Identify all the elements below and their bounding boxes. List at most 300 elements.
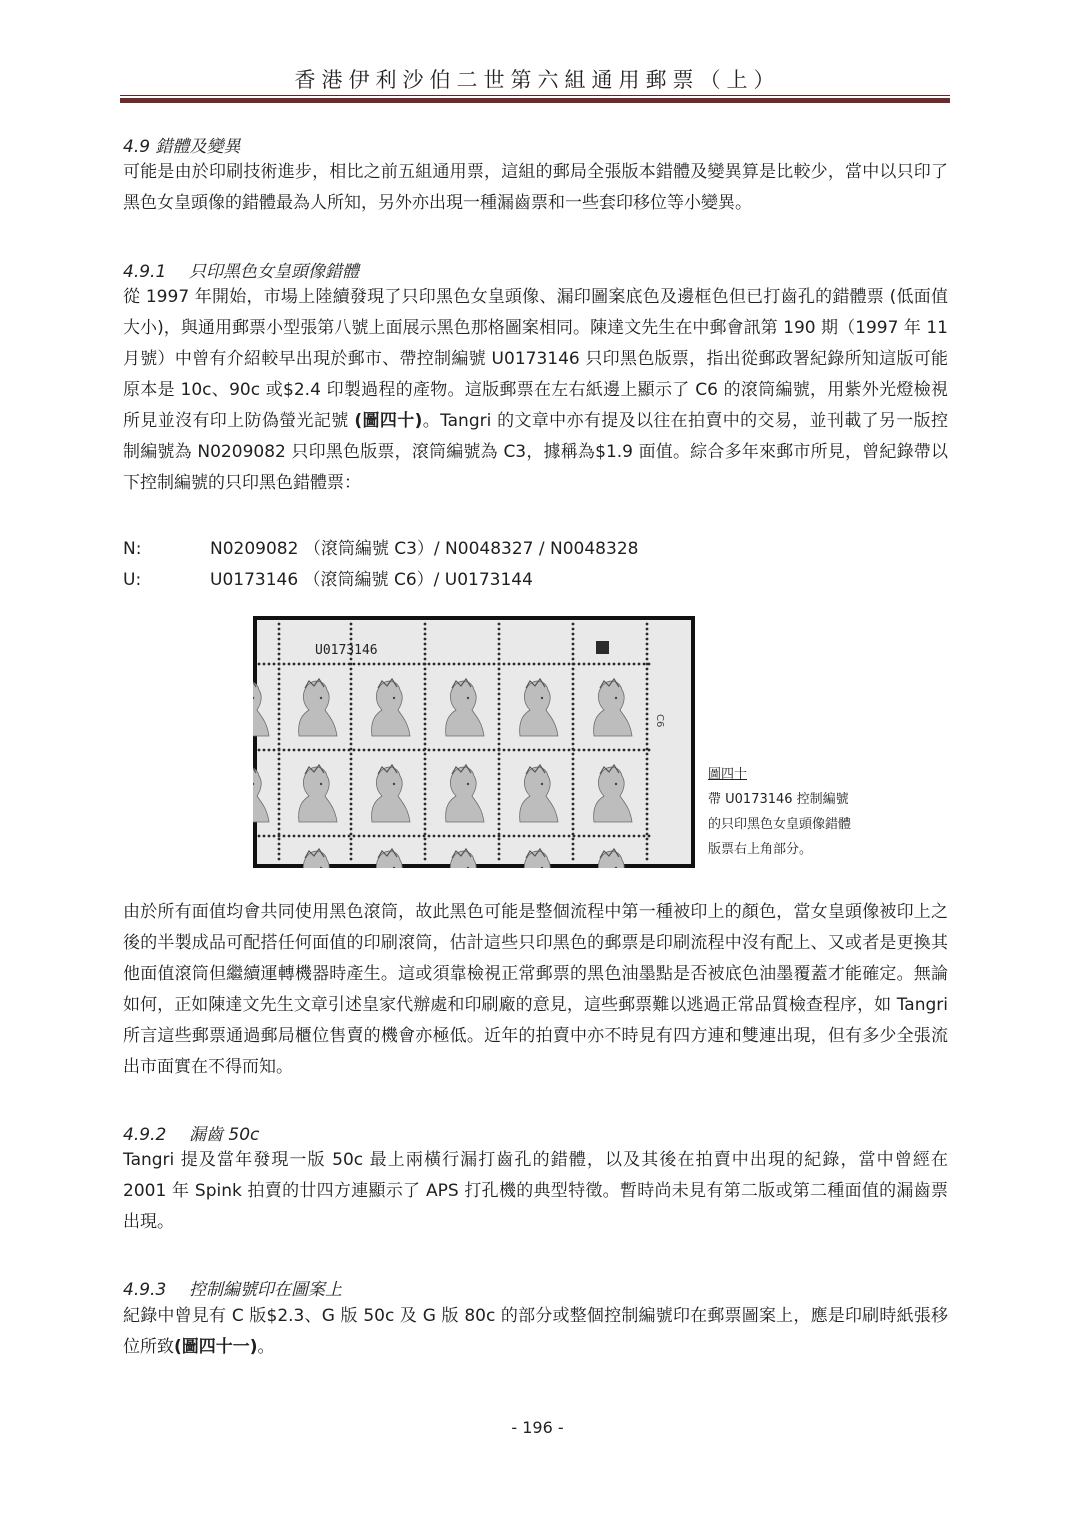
perforation-dot — [424, 838, 427, 841]
perforation-dot — [646, 703, 649, 706]
perforation-dot — [498, 743, 501, 746]
perforation-dot — [583, 835, 586, 838]
perforation-dot — [413, 749, 416, 752]
perforation-dot — [498, 623, 501, 626]
perforation-dot — [646, 758, 649, 761]
perforation-dot — [572, 778, 575, 781]
perforation-dot — [572, 633, 575, 636]
perforation-dot — [572, 698, 575, 701]
perforation-dot — [572, 763, 575, 766]
figure-reference-41: (圖四十一) — [174, 1337, 258, 1357]
perforation-dot — [646, 653, 649, 656]
perforation-dot — [424, 793, 427, 796]
page-number: - 196 - — [511, 1418, 564, 1437]
perforation-dot — [572, 678, 575, 681]
perforation-dot — [298, 749, 301, 752]
perforation-dot — [350, 818, 353, 821]
perforation-dot — [448, 749, 451, 752]
perforation-dot — [408, 663, 411, 666]
section-4-9-3-paragraph — [123, 1301, 948, 1363]
perforation-dot — [278, 848, 281, 851]
perforation-dot — [278, 813, 281, 816]
perforation-dot — [598, 663, 601, 666]
perforation-dot — [424, 658, 427, 661]
perforation-dot — [493, 835, 496, 838]
perforation-dot — [408, 749, 411, 752]
perforation-dot — [278, 828, 281, 831]
perforation-dot — [278, 638, 281, 641]
perforation-dot — [350, 678, 353, 681]
perforation-dot — [424, 853, 427, 856]
perforation-dot — [313, 749, 316, 752]
perforation-dot — [646, 818, 649, 821]
perforation-dot — [572, 688, 575, 691]
perforation-dot — [633, 663, 636, 666]
perforation-dot — [498, 738, 501, 741]
perforation-dot — [488, 749, 491, 752]
perforation-dot — [393, 835, 396, 838]
perforation-dot — [278, 763, 281, 766]
perforation-dot — [498, 823, 501, 826]
perforation-dot — [572, 798, 575, 801]
perforation-dot — [278, 743, 281, 746]
perforation-dot — [603, 835, 606, 838]
perforation-dot — [646, 733, 649, 736]
perforation-dot — [458, 835, 461, 838]
perforation-dot — [638, 663, 641, 666]
perforation-dot — [498, 688, 501, 691]
perforation-dot — [278, 663, 281, 666]
perforation-dot — [572, 623, 575, 626]
perforation-dot — [618, 835, 621, 838]
perforation-dot — [278, 753, 281, 756]
perforation-dot — [593, 835, 596, 838]
perforation-dot — [424, 688, 427, 691]
perforation-dot — [350, 823, 353, 826]
perforation-dot — [633, 835, 636, 838]
perforation-dot — [350, 773, 353, 776]
perforation-dot — [383, 835, 386, 838]
perforation-dot — [383, 663, 386, 666]
perforation-dot — [623, 835, 626, 838]
perforation-dot — [278, 843, 281, 846]
perforation-dot — [463, 835, 466, 838]
section-number: 4.9.1 — [123, 262, 167, 282]
paragraph-text-b: 。 — [257, 1337, 275, 1357]
perforation-dot — [568, 835, 571, 838]
perforation-dot — [608, 835, 611, 838]
perforation-dot — [638, 749, 641, 752]
perforation-dot — [423, 835, 426, 838]
perforation-dot — [278, 678, 281, 681]
perforation-dot — [448, 663, 451, 666]
perforation-dot — [646, 838, 649, 841]
section-number: 4.9.3 — [123, 1280, 167, 1300]
perforation-dot — [498, 678, 501, 681]
perforation-dot — [646, 633, 649, 636]
perforation-dot — [572, 753, 575, 756]
perforation-dot — [646, 848, 649, 851]
perforation-dot — [328, 663, 331, 666]
perforation-dot — [593, 663, 596, 666]
perforation-dot — [343, 835, 346, 838]
perforation-dot — [353, 835, 356, 838]
perforation-dot — [424, 728, 427, 731]
perforation-dot — [338, 835, 341, 838]
section-4-9-paragraph: 可能是由於印刷技術進步，相比之前五組通用票，這組的郵局全張版本錯體及變異算是比較少，當中以只印了黑色女皇頭像的錯體最為人所知，另外亦出現一種漏齒票和一些套印移位等小變異。 — [123, 162, 948, 213]
perforation-dot — [572, 648, 575, 651]
perforation-dot — [423, 749, 426, 752]
perforation-dot — [646, 843, 649, 846]
perforation-dot — [424, 698, 427, 701]
perforation-dot — [608, 663, 611, 666]
perforation-dot — [498, 708, 501, 711]
perforation-dot — [278, 683, 281, 686]
section-title: 漏齒 50c — [189, 1125, 260, 1145]
perforation-dot — [493, 749, 496, 752]
perforation-dot — [518, 663, 521, 666]
perforation-dot — [572, 728, 575, 731]
perforation-dot — [424, 738, 427, 741]
perforation-dot — [424, 843, 427, 846]
paragraph-after-figure: 由於所有面值均會共同使用黑色滾筒，故此黑色可能是整個流程中第一種被印上的顏色，當女皇頭像被印上之後的半製成品可配搭任何面值的印刷滾筒，估計這些只印黑色的郵票是印刷流程中沒有配上、又或者是更換其他面值滾筒但繼續運轉機器時產生。這或須靠檢視正常郵票的黑色油墨點是否被底色油墨覆蓋才能確定。無論如何，正如陳達文先生文章引述皇家代辦處和印刷廠的意見，這些郵票難以逃過正常品質檢查程序，如 Tangri 所言這些郵票通過郵局櫃位售賣的機會亦極低。近年的拍賣中亦不時見有四方連和雙連出現，但有多少全張流出市面實在不得而知。 — [123, 902, 948, 1077]
perforation-dot — [373, 749, 376, 752]
perforation-dot — [278, 723, 281, 726]
perforation-dot — [278, 728, 281, 731]
perforation-dot — [278, 648, 281, 651]
perforation-dot — [503, 663, 506, 666]
perforation-dot — [278, 698, 281, 701]
perforation-dot — [572, 808, 575, 811]
perforation-dot — [588, 663, 591, 666]
perforation-dot — [358, 835, 361, 838]
perforation-dot — [623, 663, 626, 666]
perforation-dot — [646, 628, 649, 631]
perforation-dot — [558, 663, 561, 666]
perforation-dot — [350, 828, 353, 831]
perforation-dot — [646, 828, 649, 831]
perforation-dot — [278, 733, 281, 736]
perforation-dot — [278, 653, 281, 656]
perforation-dot — [350, 758, 353, 761]
perforation-dot — [258, 835, 261, 838]
perforation-dot — [572, 703, 575, 706]
perforation-dot — [350, 743, 353, 746]
perforation-dot — [588, 749, 591, 752]
perforation-dot — [398, 663, 401, 666]
perforation-dot — [646, 793, 649, 796]
perforation-dot — [424, 638, 427, 641]
perforation-dot — [278, 673, 281, 676]
perforation-dot — [278, 708, 281, 711]
perforation-dot — [278, 768, 281, 771]
perforation-dot — [483, 663, 486, 666]
perforation-dot — [350, 713, 353, 716]
perforation-dot — [498, 648, 501, 651]
perforation-dot — [358, 663, 361, 666]
perforation-dot — [424, 818, 427, 821]
section-heading-4-9-2 — [123, 1120, 259, 1145]
perforation-dot — [518, 749, 521, 752]
perforation-dot — [350, 708, 353, 711]
perforation-dot — [424, 718, 427, 721]
perforation-dot — [278, 808, 281, 811]
perforation-dot — [424, 743, 427, 746]
perforation-dot — [293, 663, 296, 666]
section-title: 只印黑色女皇頭像錯體 — [189, 262, 359, 282]
perforation-dot — [618, 749, 621, 752]
perforation-dot — [628, 835, 631, 838]
perforation-dot — [528, 835, 531, 838]
perforation-dot — [388, 749, 391, 752]
perforation-dot — [468, 749, 471, 752]
perforation-dot — [413, 663, 416, 666]
perforation-dot — [353, 663, 356, 666]
perforation-dot — [572, 838, 575, 841]
perforation-dot — [278, 778, 281, 781]
perforation-dot — [278, 688, 281, 691]
perforation-dot — [572, 723, 575, 726]
perforation-dot — [518, 835, 521, 838]
control-values: U0173146 （滾筒編號 C6）/ U0173144 — [210, 570, 533, 590]
perforation-dot — [613, 749, 616, 752]
perforation-dot — [568, 663, 571, 666]
perforation-dot — [623, 749, 626, 752]
perforation-dot — [283, 835, 286, 838]
perforation-dot — [424, 808, 427, 811]
perforation-dot — [572, 643, 575, 646]
perforation-dot — [648, 663, 651, 666]
perforation-dot — [646, 798, 649, 801]
perforation-dot — [572, 628, 575, 631]
perforation-dot — [278, 838, 281, 841]
perforation-dot — [498, 798, 501, 801]
perforation-dot — [646, 708, 649, 711]
perforation-dot — [308, 663, 311, 666]
perforation-dot — [273, 749, 276, 752]
perforation-dot — [572, 803, 575, 806]
perforation-dot — [498, 723, 501, 726]
perforation-dot — [603, 663, 606, 666]
header-divider-thin — [120, 95, 950, 96]
perforation-dot — [388, 835, 391, 838]
perforation-dot — [350, 703, 353, 706]
perforation-dot — [350, 813, 353, 816]
control-key: N: — [123, 539, 142, 559]
perforation-dot — [648, 749, 651, 752]
perforation-dot — [350, 793, 353, 796]
perforation-dot — [278, 623, 281, 626]
perforation-dot — [603, 749, 606, 752]
perforation-dot — [278, 835, 281, 838]
perforation-dot — [283, 663, 286, 666]
perforation-dot — [424, 798, 427, 801]
perforation-dot — [318, 663, 321, 666]
perforation-dot — [572, 858, 575, 861]
perforation-dot — [373, 663, 376, 666]
perforation-dot — [338, 749, 341, 752]
header-divider-thick — [120, 98, 950, 103]
perforation-dot — [350, 698, 353, 701]
perforation-dot — [350, 733, 353, 736]
perforation-dot — [278, 758, 281, 761]
perforation-dot — [572, 718, 575, 721]
perforation-dot — [424, 758, 427, 761]
perforation-dot — [646, 713, 649, 716]
perforation-dot — [438, 749, 441, 752]
section-title: 控制編號印在圖案上 — [189, 1280, 342, 1300]
perforation-dot — [533, 663, 536, 666]
perforation-dot — [318, 749, 321, 752]
perforation-dot — [350, 688, 353, 691]
perforation-dot — [563, 749, 566, 752]
perforation-dot — [443, 835, 446, 838]
perforation-dot — [343, 663, 346, 666]
paragraph-text-a: 紀錄中曾見有 C 版$2.3、G 版 50c 及 G 版 80c 的部分或整個控制編號印在郵票圖案上，應是印刷時紙張移位所致 — [123, 1306, 948, 1357]
perforation-dot — [572, 813, 575, 816]
perforation-dot — [498, 658, 501, 661]
perforation-dot — [646, 763, 649, 766]
perforation-dot — [350, 853, 353, 856]
perforation-dot — [348, 663, 351, 666]
perforation-dot — [533, 749, 536, 752]
perforation-dot — [646, 683, 649, 686]
perforation-dot — [498, 673, 501, 676]
perforation-dot — [278, 668, 281, 671]
perforation-dot — [498, 733, 501, 736]
control-key: U: — [123, 570, 142, 590]
perforation-dot — [513, 749, 516, 752]
perforation-dot — [263, 749, 266, 752]
perforation-dot — [646, 743, 649, 746]
perforation-dot — [578, 663, 581, 666]
perforation-dot — [458, 749, 461, 752]
perforation-dot — [572, 773, 575, 776]
perforation-dot — [572, 668, 575, 671]
perforation-dot — [328, 749, 331, 752]
perforation-dot — [424, 773, 427, 776]
perforation-dot — [263, 663, 266, 666]
perforation-dot — [572, 828, 575, 831]
perforation-dot — [498, 808, 501, 811]
perforation-dot — [350, 693, 353, 696]
perforation-dot — [350, 718, 353, 721]
perforation-dot — [646, 728, 649, 731]
perforation-dot — [424, 668, 427, 671]
perforation-dot — [258, 663, 261, 666]
perforation-dot — [498, 793, 501, 796]
perforation-dot — [424, 683, 427, 686]
perforation-dot — [350, 723, 353, 726]
perforation-dot — [418, 663, 421, 666]
perforation-dot — [498, 763, 501, 766]
perforation-dot — [424, 703, 427, 706]
perforation-dot — [363, 835, 366, 838]
perforation-dot — [513, 663, 516, 666]
figure-40-caption — [708, 762, 851, 862]
perforation-dot — [298, 663, 301, 666]
perforation-dot — [646, 783, 649, 786]
perforation-dot — [646, 853, 649, 856]
perforation-dot — [418, 749, 421, 752]
perforation-dot — [572, 823, 575, 826]
perforation-dot — [424, 813, 427, 816]
perforation-dot — [298, 835, 301, 838]
perforation-dot — [273, 663, 276, 666]
perforation-dot — [498, 749, 501, 752]
perforation-dot — [303, 663, 306, 666]
perforation-dot — [646, 658, 649, 661]
perforation-dot — [278, 749, 281, 752]
perforation-dot — [403, 663, 406, 666]
perforation-dot — [424, 653, 427, 656]
perforation-dot — [424, 783, 427, 786]
perforation-dot — [278, 853, 281, 856]
perforation-dot — [646, 678, 649, 681]
control-number-row-u — [123, 565, 533, 590]
perforation-dot — [293, 749, 296, 752]
perforation-dot — [350, 738, 353, 741]
perforation-dot — [413, 835, 416, 838]
perforation-dot — [424, 643, 427, 646]
perforation-dot — [278, 783, 281, 786]
perforation-dot — [424, 768, 427, 771]
perforation-dot — [498, 653, 501, 656]
perforation-dot — [498, 818, 501, 821]
perforation-dot — [273, 835, 276, 838]
perforation-dot — [528, 749, 531, 752]
perforation-dot — [398, 749, 401, 752]
perforation-dot — [548, 663, 551, 666]
perforation-dot — [646, 693, 649, 696]
perforation-dot — [368, 749, 371, 752]
perforation-dot — [498, 853, 501, 856]
perforation-dot — [278, 643, 281, 646]
perforation-dot — [478, 749, 481, 752]
paragraph-text-a: 從 1997 年開始，市場上陸續發現了只印黑色女皇頭像、漏印圖案底色及邊框色但已打齒孔的錯體票 (低面值大小)，與通用郵票小型張第八號上面展示黑色那格圖案相同。陳達文先生在中郵會訊第 190 期（1997 年 11 月號）中曾有介紹較早出現於郵市、帶控制編號 U0173146 只印黑色版票，指出從郵政署紀錄所知這版可能原本是 10c、90c 或$2.4 印製過程的產物。這版郵票在左右紙邊上顯示了 C6 的滾筒編號，用紫外光燈檢視所見並沒有印上防偽螢光記號 — [123, 287, 948, 431]
perforation-dot — [613, 835, 616, 838]
perforation-dot — [498, 683, 501, 686]
perforation-dot — [498, 838, 501, 841]
perforation-dot — [278, 823, 281, 826]
perforation-dot — [350, 623, 353, 626]
section-heading-4-9-1 — [123, 257, 359, 282]
perforation-dot — [563, 835, 566, 838]
perforation-dot — [350, 838, 353, 841]
perforation-dot — [583, 749, 586, 752]
perforation-dot — [498, 848, 501, 851]
perforation-dot — [508, 749, 511, 752]
perforation-dot — [572, 658, 575, 661]
perforation-dot — [424, 633, 427, 636]
perforation-dot — [350, 803, 353, 806]
perforation-dot — [350, 763, 353, 766]
perforation-dot — [433, 835, 436, 838]
perforation-dot — [646, 833, 649, 836]
perforation-dot — [433, 749, 436, 752]
perforation-dot — [278, 773, 281, 776]
perforation-dot — [323, 749, 326, 752]
perforation-dot — [398, 835, 401, 838]
perforation-dot — [643, 749, 646, 752]
perforation-dot — [348, 835, 351, 838]
perforation-dot — [572, 793, 575, 796]
perforation-dot — [646, 623, 649, 626]
perforation-dot — [646, 673, 649, 676]
perforation-dot — [424, 678, 427, 681]
perforation-dot — [572, 708, 575, 711]
perforation-dot — [523, 663, 526, 666]
